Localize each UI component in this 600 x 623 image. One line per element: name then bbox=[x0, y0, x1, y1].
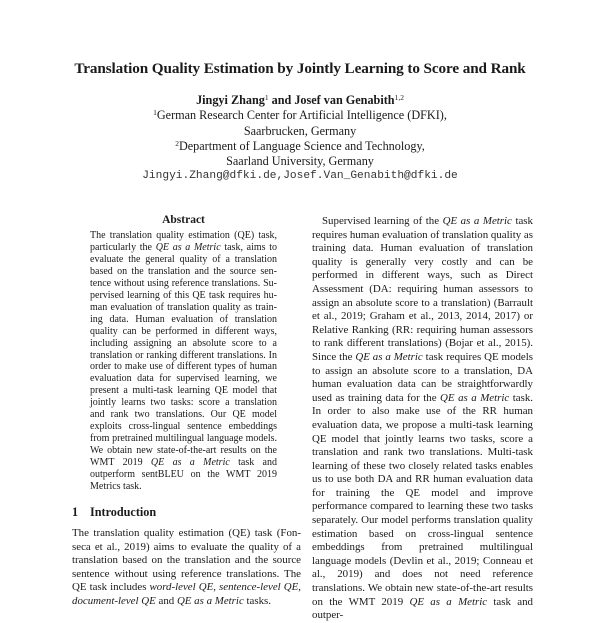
abstract-section bbox=[90, 214, 277, 493]
affiliation-2 bbox=[0, 139, 600, 170]
text-run: task and outperform sentBLEU on the WMT 2019 Metrics task. bbox=[90, 457, 277, 493]
text-run: The translation quality estimation (QE) task (Fonseca et al., 2019) aims to evaluate the quality of a translation based on the translation and the source sentence without using reference translations. The QE task includes bbox=[72, 526, 301, 594]
italic-term: QE as a Metric bbox=[155, 241, 221, 253]
left-column bbox=[72, 214, 301, 609]
right-column bbox=[312, 215, 533, 623]
text-run: , bbox=[213, 581, 220, 594]
abstract-body bbox=[90, 230, 277, 493]
text-run: task requires QE models to assign an absolute score to a translation, DA human evaluation data can be straightforwardly used as training data for the bbox=[312, 350, 533, 404]
text-run: Supervised learning of the bbox=[322, 215, 443, 227]
italic-term: word-level QE bbox=[149, 581, 214, 594]
affiliation-mark: 2 bbox=[175, 138, 179, 148]
italic-term: QE as a Metric bbox=[176, 594, 244, 607]
affiliation-mark: 1 bbox=[153, 108, 157, 118]
paragraph-text bbox=[312, 215, 533, 623]
italic-term: QE as a Metric bbox=[409, 595, 488, 608]
section-number: 1 bbox=[72, 504, 79, 519]
author-list bbox=[0, 93, 600, 108]
author-joiner: and bbox=[268, 93, 295, 107]
section-title: Introduction bbox=[90, 504, 157, 519]
affiliation-line: German Research Center for Artificial Intelligence (DFKI), bbox=[156, 108, 447, 123]
text-run: tasks. bbox=[243, 594, 272, 607]
italic-term: QE as a Metric bbox=[355, 350, 423, 363]
text-run: task, aims to evaluate the general quality of a translation based on the translation and the source sentence without using reference translations. Supervised learning of this QE task requires human evaluation of translation quality as training data. Human evaluation of translation quality can be performed in different ways, including assigning an absolute score to a translation or ranking different translations. In order to make use of different types of human evaluation data for supervised learning, we present a multi-task learning QE model that jointly learns two tasks: score a translation and rank two translations. Our QE model exploits cross-lingual sentence embeddings from pretrained multilingual language models. We obtain new state-of-the-art results on the WMT 2019 bbox=[90, 241, 277, 469]
affiliation-mark: 1 bbox=[264, 93, 269, 102]
italic-term: QE as a Metric bbox=[150, 457, 230, 469]
author-block bbox=[0, 93, 600, 185]
text-run: , bbox=[298, 581, 301, 594]
affiliation-mark: 1,2 bbox=[394, 93, 404, 102]
author-name: Jingyi Zhang bbox=[196, 93, 265, 107]
affiliation-line: Department of Language Science and Technology, bbox=[178, 138, 425, 153]
paper-title: Translation Quality Estimation by Jointly Learning to Score and Rank bbox=[74, 60, 526, 77]
italic-term: QE as a Metric bbox=[440, 391, 510, 404]
text-run: task. In order to also make use of the RR human evaluation data, we propose a multi-task learning QE model that jointly learns two tasks, score a translation and rank two translations. Multi-task learning of these two closely related tasks enables us to use both DA and RR human evaluation data for training the QE model and improve performance compared to learning these two tasks separately. Our model performs translation quality estimation based on cross-lingual sentence embeddings from pretrained multilingual language models (Devlin et al., 2019; Conneau et al., 2019) and does not need reference translations. We obtain new state-of-the-art results on the WMT 2019 bbox=[312, 391, 533, 608]
abstract-heading: Abstract bbox=[162, 214, 205, 226]
section-heading-introduction bbox=[72, 505, 301, 520]
text-run: The translation quality estimation (QE) task, particularly the bbox=[90, 230, 277, 253]
affiliation-line: Saarbrucken, Germany bbox=[243, 123, 357, 138]
text-run: and bbox=[155, 594, 177, 607]
italic-term: sentence-level QE bbox=[219, 581, 299, 594]
author-name: Josef van Genabith bbox=[294, 93, 395, 107]
affiliation-1 bbox=[0, 108, 600, 139]
text-run: task and outper- bbox=[312, 595, 533, 622]
body-paragraph bbox=[312, 215, 533, 623]
introduction-paragraph bbox=[72, 527, 301, 609]
affiliation-line: Saarland University, Germany bbox=[226, 154, 374, 169]
author-emails: Jingyi.Zhang@dfki.de,Josef.Van_Genabith@dfki.de bbox=[142, 170, 458, 183]
italic-term: QE as a Metric bbox=[442, 215, 512, 227]
italic-term: document-level QE bbox=[72, 594, 156, 607]
text-run: task requires human evaluation of translation quality as training data. Human evaluation of translation quality is generally very costly and can be performed in different ways, such as Direct Assessment (DA: requiring human assessors to assign an absolute score to a translation) (Barrault et al., 2019; Graham et al., 2013, 2014, 2017) or Relative Ranking (RR: requiring human assessors to rank different translations) (Bojar et al., 2015). Since the bbox=[312, 215, 533, 363]
